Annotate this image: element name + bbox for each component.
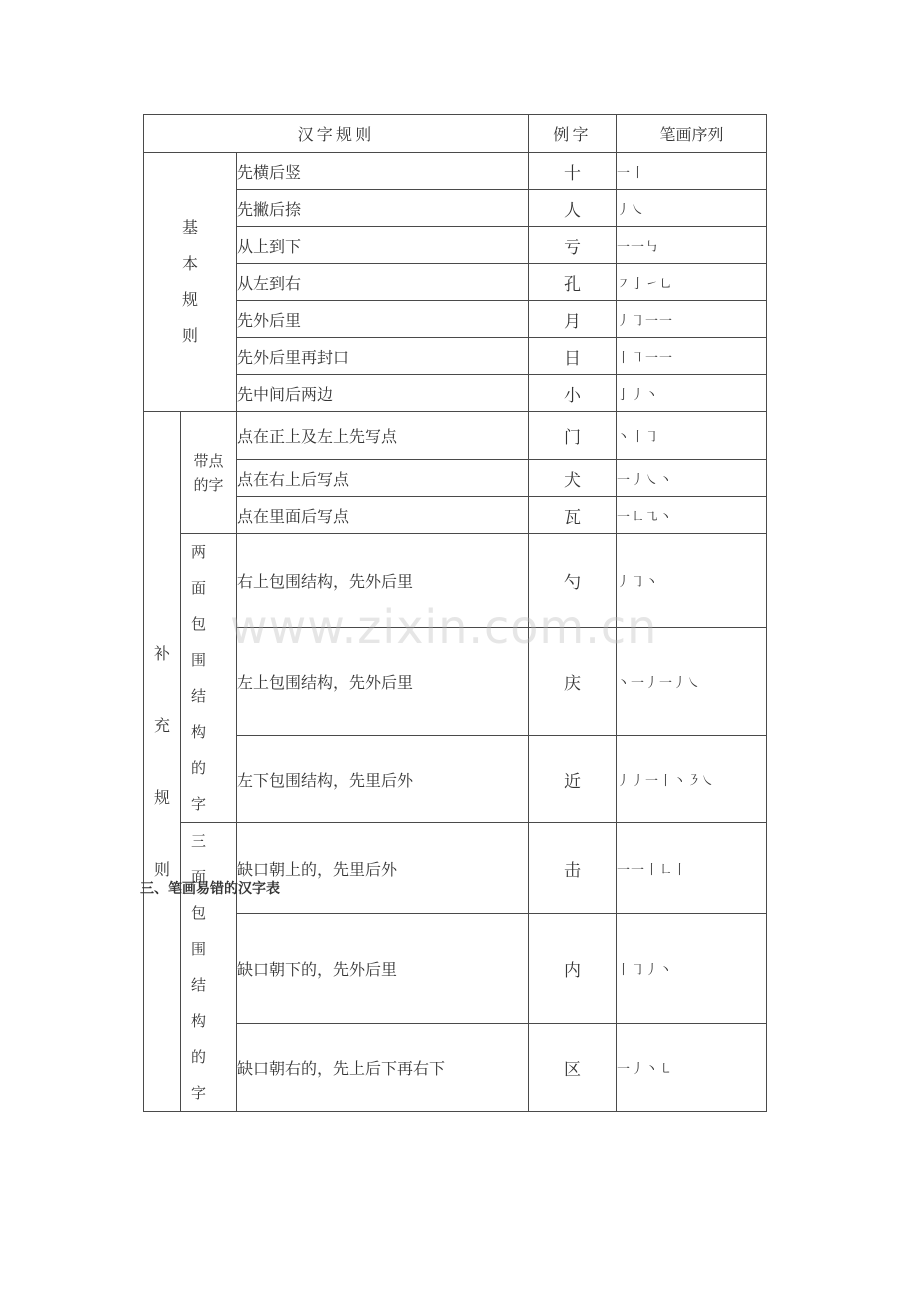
rule-text: 从左到右 — [237, 264, 529, 301]
table-row — [144, 497, 767, 534]
stroke-sequence: ㇇亅㇀㇟ — [617, 264, 767, 301]
example-char: 击 — [529, 823, 617, 914]
rule-text: 先外后里 — [237, 301, 529, 338]
stroke-sequence: 丿丿一丨丶㇋㇏ — [617, 736, 767, 823]
table-row — [144, 460, 767, 497]
section-title: 三、笔画易错的汉字表 — [140, 881, 280, 897]
rule-text: 先横后竖 — [237, 153, 529, 190]
stroke-order-rules-table — [143, 114, 767, 1112]
stroke-sequence: 丨㇕一一 — [617, 338, 767, 375]
header-example: 例字 — [529, 115, 617, 153]
stroke-sequence: 亅丿丶 — [617, 375, 767, 412]
table-row — [144, 264, 767, 301]
table-row — [144, 153, 767, 190]
example-char: 日 — [529, 338, 617, 375]
stroke-sequence: 一丿丶㇄ — [617, 1024, 767, 1112]
table-header-row — [144, 115, 767, 153]
rule-text: 点在正上及左上先写点 — [237, 412, 529, 460]
rule-text: 点在里面后写点 — [237, 497, 529, 534]
stroke-sequence: 丿㇆一一 — [617, 301, 767, 338]
subgroup-dot-label: 带点的字 — [181, 412, 237, 534]
table-row — [144, 301, 767, 338]
basic-rules-label: 基本规则 — [144, 153, 237, 412]
example-char: 勺 — [529, 534, 617, 628]
rule-text: 点在右上后写点 — [237, 460, 529, 497]
table-row — [144, 227, 767, 264]
subgroup-three-sided-label: 三面包围结构的字 — [181, 823, 237, 1112]
header-sequence: 笔画序列 — [617, 115, 767, 153]
stroke-sequence: 丿㇆丶 — [617, 534, 767, 628]
example-char: 孔 — [529, 264, 617, 301]
header-rule: 汉字规则 — [144, 115, 529, 153]
table-row — [144, 1024, 767, 1112]
rule-text: 缺口朝右的，先上后下再右下 — [237, 1024, 529, 1112]
example-char: 小 — [529, 375, 617, 412]
table-row — [144, 534, 767, 628]
rule-text: 先撇后捺 — [237, 190, 529, 227]
stroke-sequence: 一丿㇏丶 — [617, 460, 767, 497]
rule-text: 先外后里再封口 — [237, 338, 529, 375]
table-row — [144, 338, 767, 375]
table-row — [144, 412, 767, 460]
stroke-sequence: 一㇗㇈丶 — [617, 497, 767, 534]
example-char: 亏 — [529, 227, 617, 264]
example-char: 十 — [529, 153, 617, 190]
example-char: 门 — [529, 412, 617, 460]
stroke-sequence: 丶一丿一丿㇏ — [617, 627, 767, 735]
stroke-sequence: 丿㇏ — [617, 190, 767, 227]
rule-text: 缺口朝下的，先外后里 — [237, 914, 529, 1024]
table-row — [144, 736, 767, 823]
example-char: 区 — [529, 1024, 617, 1112]
example-char: 瓦 — [529, 497, 617, 534]
table-row — [144, 375, 767, 412]
stroke-sequence: 一丨 — [617, 153, 767, 190]
supplement-rules-label: 补充规则 — [144, 412, 181, 1112]
table-row — [144, 627, 767, 735]
table-row — [144, 914, 767, 1024]
stroke-sequence: 丨㇆丿丶 — [617, 914, 767, 1024]
subgroup-two-sided-label: 两面包围结构的字 — [181, 534, 237, 823]
example-char: 内 — [529, 914, 617, 1024]
rule-text: 缺口朝上的，先里后外 — [237, 823, 529, 914]
stroke-sequence: 丶丨㇆ — [617, 412, 767, 460]
example-char: 月 — [529, 301, 617, 338]
rule-text: 先中间后两边 — [237, 375, 529, 412]
table-row — [144, 823, 767, 914]
rule-text: 左下包围结构，先里后外 — [237, 736, 529, 823]
table-row — [144, 190, 767, 227]
example-char: 庆 — [529, 627, 617, 735]
rule-text: 右上包围结构，先外后里 — [237, 534, 529, 628]
rule-text: 左上包围结构，先外后里 — [237, 627, 529, 735]
watermark: www.zixin.com.cn — [230, 600, 658, 654]
stroke-sequence: 一一㇉ — [617, 227, 767, 264]
rule-text: 从上到下 — [237, 227, 529, 264]
example-char: 近 — [529, 736, 617, 823]
stroke-sequence: 一一丨㇗丨 — [617, 823, 767, 914]
example-char: 犬 — [529, 460, 617, 497]
example-char: 人 — [529, 190, 617, 227]
